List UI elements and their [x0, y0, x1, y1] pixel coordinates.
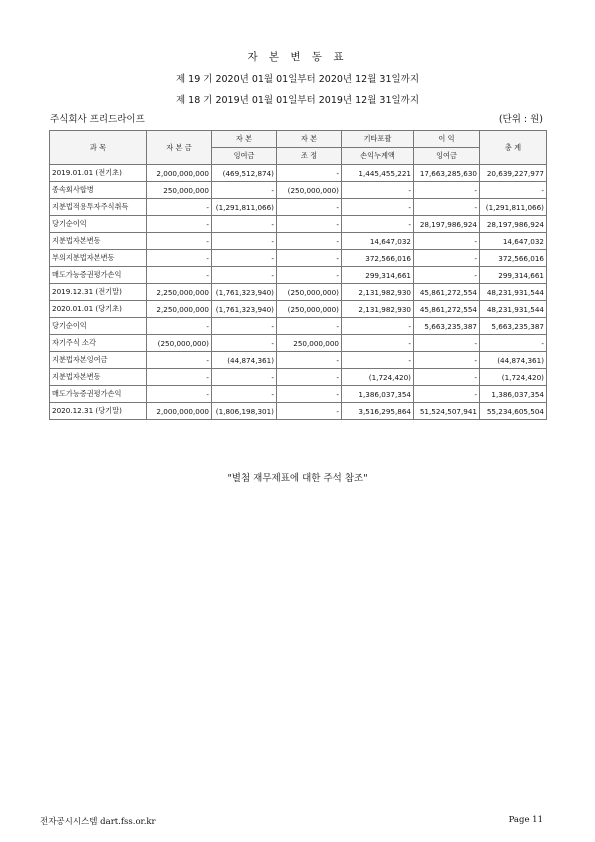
- header-adjust-top: 자 본: [277, 131, 342, 148]
- row-cell: -: [277, 352, 342, 369]
- header-adjust-bottom: 조 정: [277, 148, 342, 165]
- header-oci-bottom: 손익누계액: [342, 148, 414, 165]
- row-cell: -: [342, 352, 414, 369]
- row-cell: -: [342, 335, 414, 352]
- header-oci-top: 기타포괄: [342, 131, 414, 148]
- row-cell: -: [414, 199, 480, 216]
- table-row: [50, 335, 547, 352]
- header-retained-bottom: 잉여금: [414, 148, 480, 165]
- row-cell: 5,663,235,387: [480, 318, 547, 335]
- row-cell: -: [414, 182, 480, 199]
- row-cell: (1,724,420): [342, 369, 414, 386]
- footer-page-number: Page 11: [508, 815, 543, 825]
- header-surplus-top: 자 본: [212, 131, 277, 148]
- row-cell: 2,131,982,930: [342, 301, 414, 318]
- period-previous: 제 18 기 2019년 01월 01일부터 2019년 12월 31일까지: [175, 95, 420, 106]
- row-cell: -: [147, 216, 212, 233]
- unit-label: (단위 : 원): [498, 114, 543, 125]
- table-row: [50, 284, 547, 301]
- row-cell: 372,566,016: [480, 250, 547, 267]
- row-cell: -: [277, 233, 342, 250]
- header-total: 총 계: [480, 131, 547, 165]
- row-cell: -: [414, 369, 480, 386]
- row-cell: -: [212, 182, 277, 199]
- header-surplus-bottom: 잉여금: [212, 148, 277, 165]
- period-current: 제 19 기 2020년 01월 01일부터 2020년 12월 31일까지: [175, 74, 420, 85]
- table-body: [50, 165, 547, 420]
- row-cell: (44,874,361): [480, 352, 547, 369]
- row-cell: -: [147, 267, 212, 284]
- row-cell: -: [277, 216, 342, 233]
- row-cell: (1,806,198,301): [212, 403, 277, 420]
- row-label: 지분법자본잉여금: [50, 352, 147, 369]
- row-label: 지분법적용투자주식취득: [50, 199, 147, 216]
- row-cell: -: [277, 199, 342, 216]
- table-row: [50, 318, 547, 335]
- row-cell: -: [277, 386, 342, 403]
- row-cell: -: [147, 199, 212, 216]
- equity-changes-table: [49, 130, 547, 420]
- table-row: [50, 301, 547, 318]
- row-cell: -: [212, 386, 277, 403]
- row-cell: 14,647,032: [480, 233, 547, 250]
- row-cell: 250,000,000: [277, 335, 342, 352]
- row-cell: -: [414, 250, 480, 267]
- row-cell: 1,386,037,354: [480, 386, 547, 403]
- notes-reference: "별첨 재무제표에 대한 주석 참조": [227, 473, 368, 484]
- row-cell: (250,000,000): [277, 182, 342, 199]
- table-row: [50, 369, 547, 386]
- table-row: [50, 216, 547, 233]
- row-cell: 48,231,931,544: [480, 301, 547, 318]
- table-row: [50, 199, 547, 216]
- row-cell: -: [414, 267, 480, 284]
- row-cell: -: [212, 369, 277, 386]
- table-row: [50, 250, 547, 267]
- row-cell: -: [147, 386, 212, 403]
- row-cell: 55,234,605,504: [480, 403, 547, 420]
- row-cell: 2,000,000,000: [147, 165, 212, 182]
- row-cell: -: [342, 182, 414, 199]
- row-cell: 2,000,000,000: [147, 403, 212, 420]
- row-cell: 14,647,032: [342, 233, 414, 250]
- footer-source: 전자공시시스템 dart.fss.or.kr: [40, 817, 156, 827]
- row-label: 당기순이익: [50, 318, 147, 335]
- row-cell: (469,512,874): [212, 165, 277, 182]
- row-cell: 28,197,986,924: [414, 216, 480, 233]
- row-cell: 45,861,272,554: [414, 284, 480, 301]
- row-cell: -: [147, 250, 212, 267]
- row-cell: -: [277, 318, 342, 335]
- row-cell: -: [147, 233, 212, 250]
- row-cell: (44,874,361): [212, 352, 277, 369]
- row-cell: (1,761,323,940): [212, 301, 277, 318]
- table-header: [50, 131, 547, 165]
- row-label: 자기주식 소각: [50, 335, 147, 352]
- row-cell: -: [277, 267, 342, 284]
- row-cell: 299,314,661: [480, 267, 547, 284]
- table-row: [50, 182, 547, 199]
- row-cell: -: [212, 250, 277, 267]
- row-cell: -: [212, 318, 277, 335]
- row-cell: -: [212, 233, 277, 250]
- row-cell: (1,761,323,940): [212, 284, 277, 301]
- row-cell: -: [147, 318, 212, 335]
- row-cell: -: [342, 216, 414, 233]
- table-row: [50, 267, 547, 284]
- row-cell: -: [277, 403, 342, 420]
- row-label: 2019.12.31 (전기말): [50, 284, 147, 301]
- row-cell: 51,524,507,941: [414, 403, 480, 420]
- row-label: 지분법자본변동: [50, 369, 147, 386]
- header-capital: 자 본 금: [147, 131, 212, 165]
- table-row: [50, 386, 547, 403]
- row-label: 2020.12.31 (당기말): [50, 403, 147, 420]
- row-label: 종속회사합병: [50, 182, 147, 199]
- row-cell: (250,000,000): [277, 284, 342, 301]
- table-row: [50, 165, 547, 182]
- header-subject: 과 목: [50, 131, 147, 165]
- row-cell: -: [480, 182, 547, 199]
- row-cell: (250,000,000): [147, 335, 212, 352]
- row-cell: -: [212, 267, 277, 284]
- row-cell: (1,291,811,066): [480, 199, 547, 216]
- row-label: 2020.01.01 (당기초): [50, 301, 147, 318]
- row-label: 지분법자본변동: [50, 233, 147, 250]
- row-cell: (250,000,000): [277, 301, 342, 318]
- row-cell: -: [277, 250, 342, 267]
- row-cell: -: [480, 335, 547, 352]
- row-cell: (1,291,811,066): [212, 199, 277, 216]
- row-label: 2019.01.01 (전기초): [50, 165, 147, 182]
- row-cell: -: [414, 386, 480, 403]
- table-row: [50, 352, 547, 369]
- row-label: 매도가능증권평가손익: [50, 386, 147, 403]
- row-cell: 1,386,037,354: [342, 386, 414, 403]
- row-cell: -: [277, 165, 342, 182]
- row-cell: -: [414, 335, 480, 352]
- row-cell: 17,663,285,630: [414, 165, 480, 182]
- row-cell: -: [277, 369, 342, 386]
- row-cell: -: [342, 199, 414, 216]
- row-cell: (1,724,420): [480, 369, 547, 386]
- row-cell: 5,663,235,387: [414, 318, 480, 335]
- row-label: 부의지분법자본변동: [50, 250, 147, 267]
- row-cell: 2,250,000,000: [147, 284, 212, 301]
- row-cell: 299,314,661: [342, 267, 414, 284]
- row-cell: 20,639,227,977: [480, 165, 547, 182]
- row-cell: -: [342, 318, 414, 335]
- row-cell: -: [212, 216, 277, 233]
- row-cell: 1,445,455,221: [342, 165, 414, 182]
- row-cell: 3,516,295,864: [342, 403, 414, 420]
- row-cell: -: [147, 369, 212, 386]
- table-row: [50, 233, 547, 250]
- table-row: [50, 403, 547, 420]
- header-retained-top: 이 익: [414, 131, 480, 148]
- row-cell: 45,861,272,554: [414, 301, 480, 318]
- row-cell: 2,131,982,930: [342, 284, 414, 301]
- row-cell: -: [147, 352, 212, 369]
- row-cell: 2,250,000,000: [147, 301, 212, 318]
- row-cell: -: [414, 352, 480, 369]
- page-title: 자 본 변 동 표: [247, 51, 348, 63]
- row-cell: 48,231,931,544: [480, 284, 547, 301]
- row-label: 당기순이익: [50, 216, 147, 233]
- row-cell: 28,197,986,924: [480, 216, 547, 233]
- row-cell: -: [414, 233, 480, 250]
- row-cell: 372,566,016: [342, 250, 414, 267]
- row-cell: 250,000,000: [147, 182, 212, 199]
- row-label: 매도가능증권평가손익: [50, 267, 147, 284]
- company-name: 주식회사 프리드라이프: [50, 114, 145, 125]
- row-cell: -: [212, 335, 277, 352]
